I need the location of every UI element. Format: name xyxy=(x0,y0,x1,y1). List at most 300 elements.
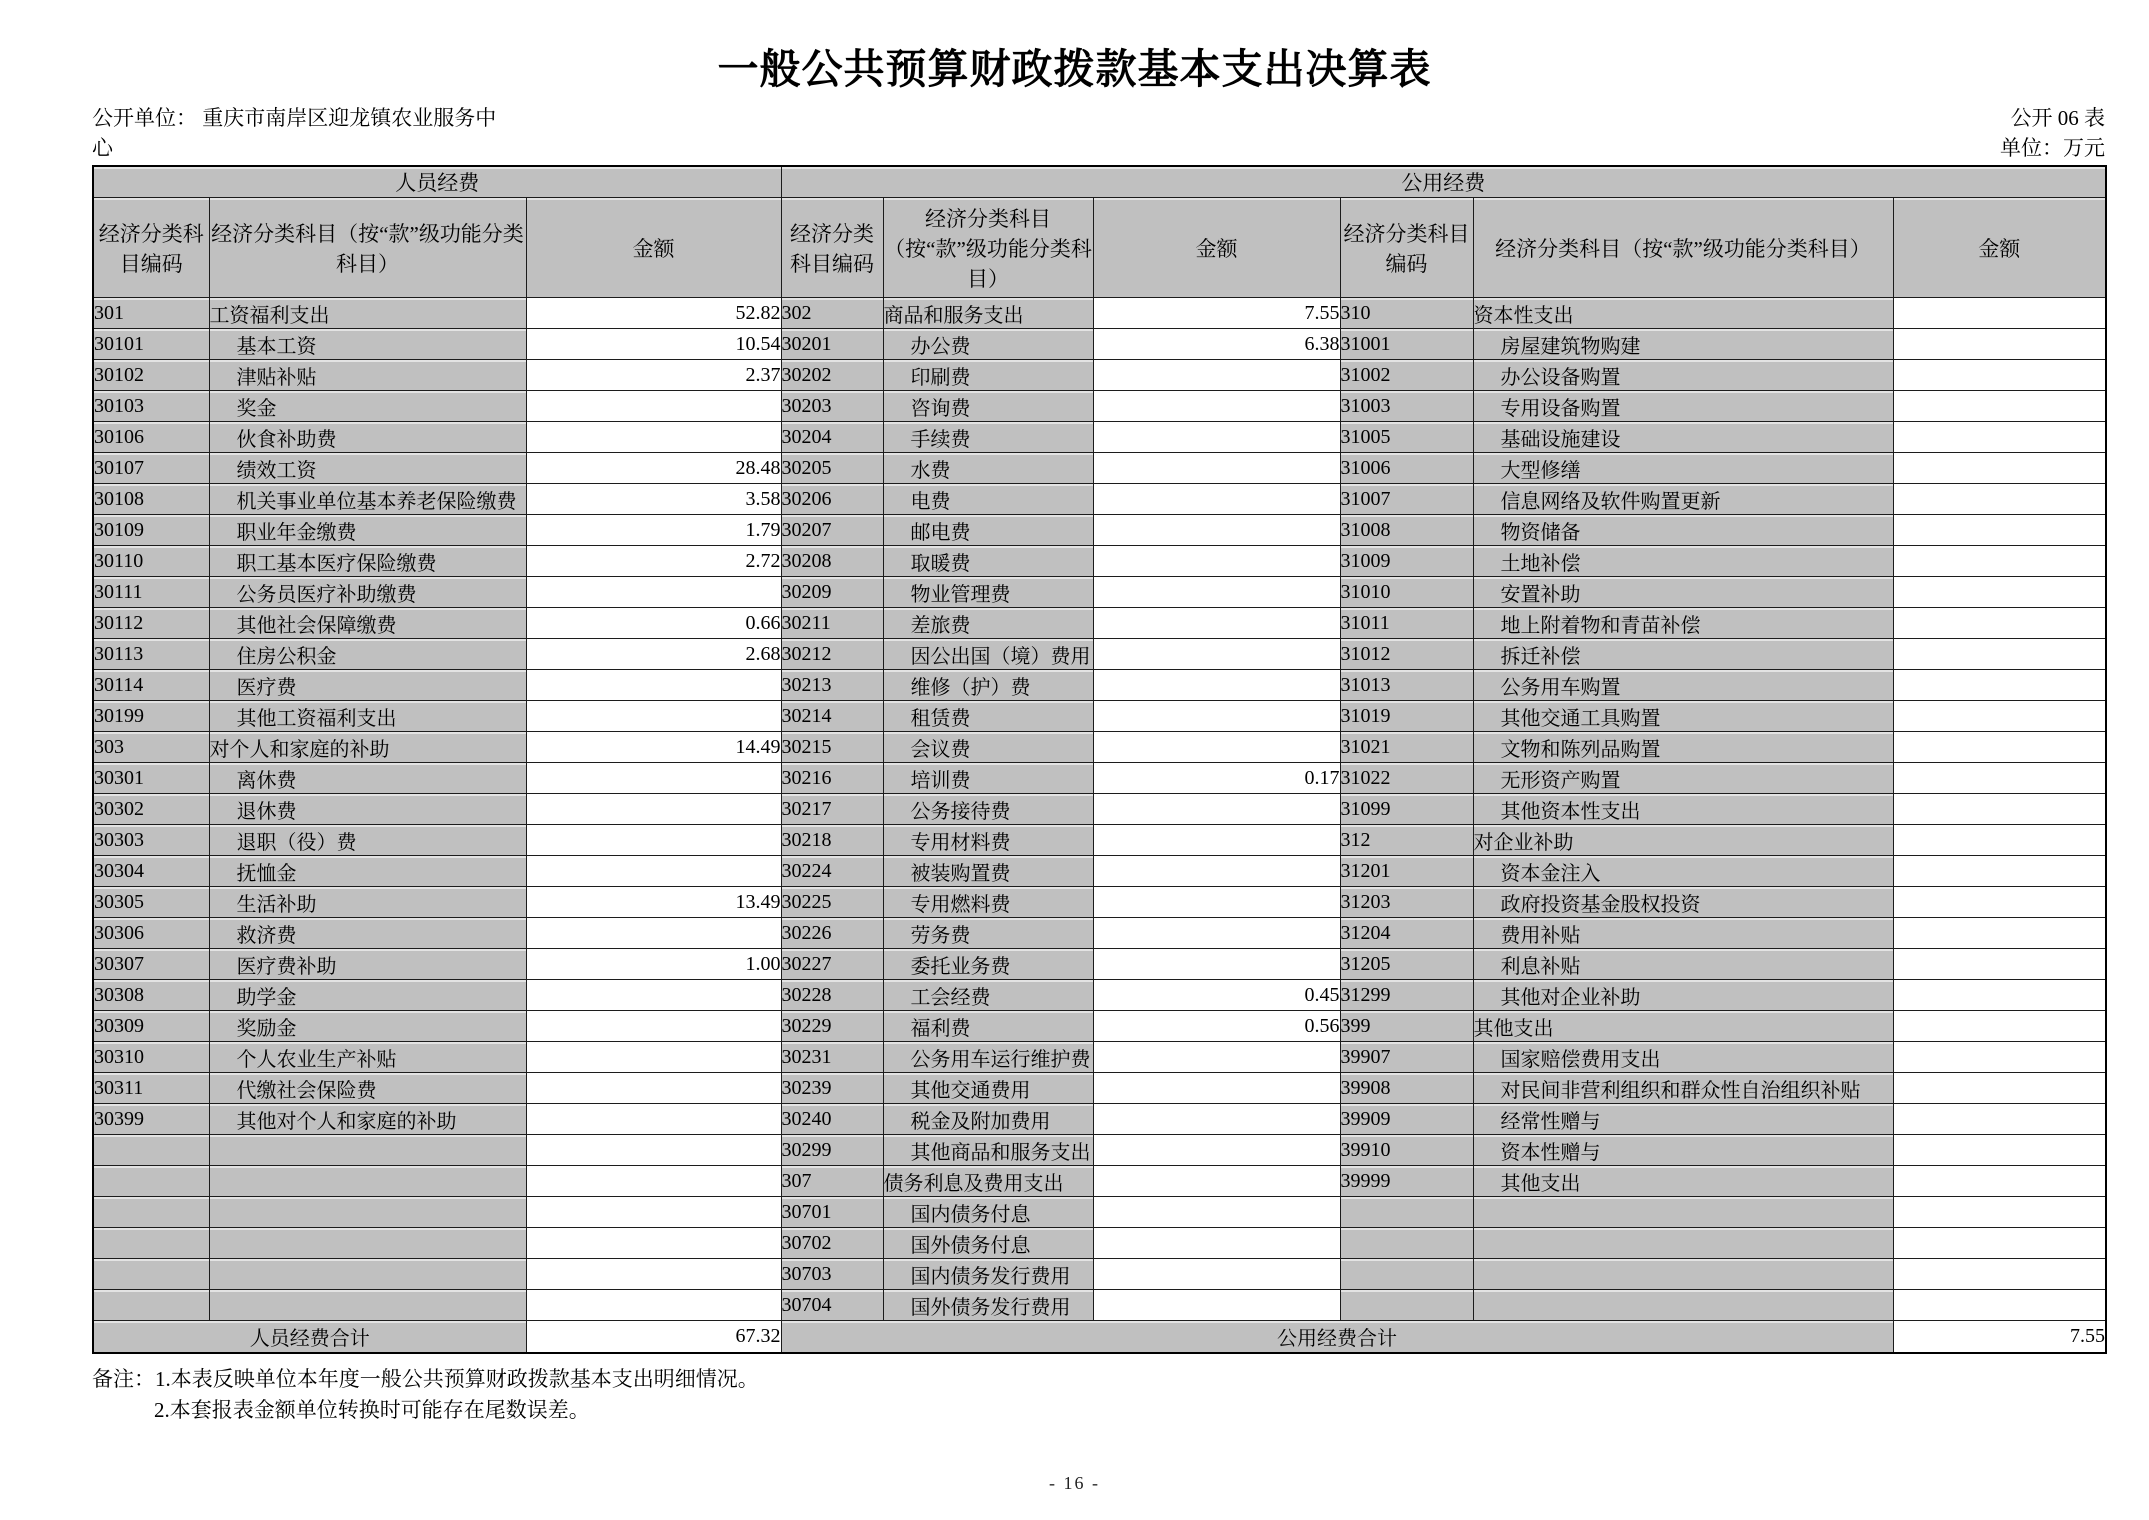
economic-code-cell: 399 xyxy=(1340,1011,1473,1042)
amount-cell xyxy=(1893,1197,2106,1228)
table-row xyxy=(93,1259,2106,1290)
subject-cell: 助学金 xyxy=(209,980,526,1011)
amount-cell xyxy=(1093,546,1340,577)
economic-code-cell: 30205 xyxy=(781,453,883,484)
col-header-code-1: 经济分类科目编码 xyxy=(93,198,209,298)
amount-cell xyxy=(1093,639,1340,670)
table-row xyxy=(93,856,2106,887)
economic-code-cell: 301 xyxy=(93,298,209,329)
subject-cell: 利息补贴 xyxy=(1473,949,1893,980)
subject-cell: 经常性赠与 xyxy=(1473,1104,1893,1135)
amount-cell xyxy=(1893,856,2106,887)
col-header-item-2: 经济分类科目（按“款”级功能分类科目） xyxy=(883,198,1093,298)
economic-code-cell: 31205 xyxy=(1340,949,1473,980)
amount-cell xyxy=(1093,794,1340,825)
economic-code-cell: 30110 xyxy=(93,546,209,577)
footnotes xyxy=(92,1364,2149,1426)
col-header-amount-3: 金额 xyxy=(1893,198,2106,298)
amount-cell xyxy=(1893,1259,2106,1290)
amount-cell xyxy=(1093,1228,1340,1259)
table-row xyxy=(93,825,2106,856)
table-row xyxy=(93,1073,2106,1104)
publisher-name: 重庆市南岸区迎龙镇农业服务中心 xyxy=(92,106,497,160)
economic-code-cell: 31003 xyxy=(1340,391,1473,422)
amount-cell xyxy=(526,825,781,856)
amount-cell: 14.49 xyxy=(526,732,781,763)
economic-code-cell: 39907 xyxy=(1340,1042,1473,1073)
subject-cell xyxy=(209,1166,526,1197)
amount-cell: 0.45 xyxy=(1093,980,1340,1011)
amount-cell xyxy=(1093,360,1340,391)
amount-cell xyxy=(1893,670,2106,701)
subject-cell: 退休费 xyxy=(209,794,526,825)
amount-cell xyxy=(1093,608,1340,639)
table-row xyxy=(93,515,2106,546)
subject-cell: 取暖费 xyxy=(883,546,1093,577)
amount-cell xyxy=(1893,329,2106,360)
amount-cell xyxy=(1093,918,1340,949)
economic-code-cell xyxy=(93,1259,209,1290)
amount-cell: 10.54 xyxy=(526,329,781,360)
subject-cell: 拆迁补偿 xyxy=(1473,639,1893,670)
expenditure-table xyxy=(92,165,2107,1354)
amount-cell xyxy=(526,422,781,453)
economic-code-cell: 31001 xyxy=(1340,329,1473,360)
economic-code-cell: 39999 xyxy=(1340,1166,1473,1197)
economic-code-cell: 31007 xyxy=(1340,484,1473,515)
personnel-total-amount: 67.32 xyxy=(526,1321,781,1353)
subject-cell: 咨询费 xyxy=(883,391,1093,422)
economic-code-cell: 31009 xyxy=(1340,546,1473,577)
amount-cell xyxy=(1093,949,1340,980)
amount-cell: 0.17 xyxy=(1093,763,1340,794)
amount-cell: 2.72 xyxy=(526,546,781,577)
economic-code-cell: 30240 xyxy=(781,1104,883,1135)
subject-cell: 印刷费 xyxy=(883,360,1093,391)
subject-cell: 个人农业生产补贴 xyxy=(209,1042,526,1073)
public-total-label: 公用经费合计 xyxy=(781,1321,1893,1353)
subject-cell: 其他交通工具购置 xyxy=(1473,701,1893,732)
subject-cell: 邮电费 xyxy=(883,515,1093,546)
economic-code-cell: 30228 xyxy=(781,980,883,1011)
table-row xyxy=(93,763,2106,794)
amount-cell xyxy=(1893,484,2106,515)
subject-cell: 电费 xyxy=(883,484,1093,515)
amount-cell: 2.37 xyxy=(526,360,781,391)
economic-code-cell xyxy=(1340,1259,1473,1290)
subject-cell: 物资储备 xyxy=(1473,515,1893,546)
economic-code-cell: 30203 xyxy=(781,391,883,422)
economic-code-cell: 30204 xyxy=(781,422,883,453)
amount-cell: 1.00 xyxy=(526,949,781,980)
economic-code-cell: 31201 xyxy=(1340,856,1473,887)
section-header-row xyxy=(93,166,2106,198)
amount-cell xyxy=(1093,515,1340,546)
economic-code-cell: 30311 xyxy=(93,1073,209,1104)
subject-cell: 国家赔偿费用支出 xyxy=(1473,1042,1893,1073)
amount-cell xyxy=(526,980,781,1011)
table-row xyxy=(93,298,2106,329)
amount-cell xyxy=(1893,360,2106,391)
amount-cell xyxy=(1093,391,1340,422)
subject-cell: 债务利息及费用支出 xyxy=(883,1166,1093,1197)
subject-cell: 维修（护）费 xyxy=(883,670,1093,701)
economic-code-cell: 30213 xyxy=(781,670,883,701)
table-row xyxy=(93,701,2106,732)
economic-code-cell: 30103 xyxy=(93,391,209,422)
amount-cell xyxy=(526,1011,781,1042)
col-header-item-3: 经济分类科目（按“款”级功能分类科目） xyxy=(1473,198,1893,298)
subject-cell xyxy=(1473,1228,1893,1259)
subject-cell: 因公出国（境）费用 xyxy=(883,639,1093,670)
economic-code-cell: 31013 xyxy=(1340,670,1473,701)
subject-cell: 手续费 xyxy=(883,422,1093,453)
table-row xyxy=(93,546,2106,577)
economic-code-cell: 30299 xyxy=(781,1135,883,1166)
subject-cell: 大型修缮 xyxy=(1473,453,1893,484)
economic-code-cell: 30201 xyxy=(781,329,883,360)
amount-cell xyxy=(1893,763,2106,794)
amount-cell xyxy=(1893,422,2106,453)
amount-cell: 7.55 xyxy=(1093,298,1340,329)
subject-cell: 劳务费 xyxy=(883,918,1093,949)
amount-cell xyxy=(1893,1011,2106,1042)
subject-cell xyxy=(209,1290,526,1321)
subject-cell xyxy=(209,1228,526,1259)
sheet-number: 公开 06 表 xyxy=(2010,106,2105,130)
subject-cell: 工会经费 xyxy=(883,980,1093,1011)
economic-code-cell: 30307 xyxy=(93,949,209,980)
subject-cell: 代缴社会保险费 xyxy=(209,1073,526,1104)
subject-cell: 奖励金 xyxy=(209,1011,526,1042)
economic-code-cell xyxy=(93,1228,209,1259)
table-row xyxy=(93,1197,2106,1228)
table-row xyxy=(93,887,2106,918)
amount-cell xyxy=(526,1135,781,1166)
amount-cell xyxy=(1893,639,2106,670)
economic-code-cell: 39908 xyxy=(1340,1073,1473,1104)
economic-code-cell: 30308 xyxy=(93,980,209,1011)
subject-cell xyxy=(1473,1259,1893,1290)
subject-cell: 其他支出 xyxy=(1473,1011,1893,1042)
subject-cell: 专用设备购置 xyxy=(1473,391,1893,422)
economic-code-cell: 31021 xyxy=(1340,732,1473,763)
amount-cell xyxy=(1093,422,1340,453)
subject-cell: 医疗费 xyxy=(209,670,526,701)
economic-code-cell: 310 xyxy=(1340,298,1473,329)
economic-code-cell: 30202 xyxy=(781,360,883,391)
table-row xyxy=(93,1290,2106,1321)
economic-code-cell: 30306 xyxy=(93,918,209,949)
subject-cell: 费用补贴 xyxy=(1473,918,1893,949)
subject-cell: 其他商品和服务支出 xyxy=(883,1135,1093,1166)
table-row xyxy=(93,1011,2106,1042)
subject-cell: 地上附着物和青苗补偿 xyxy=(1473,608,1893,639)
subject-cell: 机关事业单位基本养老保险缴费 xyxy=(209,484,526,515)
subject-cell xyxy=(1473,1197,1893,1228)
subject-cell: 救济费 xyxy=(209,918,526,949)
subject-cell xyxy=(209,1197,526,1228)
economic-code-cell: 30301 xyxy=(93,763,209,794)
table-row xyxy=(93,1042,2106,1073)
economic-code-cell: 30309 xyxy=(93,1011,209,1042)
footnote-line-2: 2.本套报表金额单位转换时可能存在尾数误差。 xyxy=(154,1397,590,1422)
subject-cell: 抚恤金 xyxy=(209,856,526,887)
subject-cell xyxy=(1473,1290,1893,1321)
subject-cell: 国内债务发行费用 xyxy=(883,1259,1093,1290)
amount-cell xyxy=(1093,1073,1340,1104)
economic-code-cell: 30218 xyxy=(781,825,883,856)
table-row xyxy=(93,1166,2106,1197)
economic-code-cell: 30107 xyxy=(93,453,209,484)
publisher-block xyxy=(92,103,512,163)
subject-cell: 税金及附加费用 xyxy=(883,1104,1093,1135)
amount-cell xyxy=(1093,670,1340,701)
subject-cell: 安置补助 xyxy=(1473,577,1893,608)
totals-row xyxy=(93,1321,2106,1353)
amount-cell xyxy=(526,1228,781,1259)
amount-cell xyxy=(1893,980,2106,1011)
economic-code-cell: 30109 xyxy=(93,515,209,546)
economic-code-cell: 307 xyxy=(781,1166,883,1197)
personnel-total-label: 人员经费合计 xyxy=(93,1321,526,1353)
amount-cell xyxy=(1093,1259,1340,1290)
table-row xyxy=(93,1228,2106,1259)
amount-cell xyxy=(1093,856,1340,887)
economic-code-cell: 30214 xyxy=(781,701,883,732)
economic-code-cell: 30216 xyxy=(781,763,883,794)
amount-cell xyxy=(1893,794,2106,825)
amount-cell xyxy=(526,1042,781,1073)
amount-cell xyxy=(1893,298,2106,329)
subject-cell: 公务接待费 xyxy=(883,794,1093,825)
amount-cell xyxy=(1093,1104,1340,1135)
table-row xyxy=(93,670,2106,701)
col-header-amount-1: 金额 xyxy=(526,198,781,298)
subject-cell: 房屋建筑物购建 xyxy=(1473,329,1893,360)
subject-cell: 对企业补助 xyxy=(1473,825,1893,856)
subject-cell: 专用材料费 xyxy=(883,825,1093,856)
subject-cell: 物业管理费 xyxy=(883,577,1093,608)
footnote-label: 备注： xyxy=(92,1366,155,1391)
subject-cell: 其他资本性支出 xyxy=(1473,794,1893,825)
public-total-amount: 7.55 xyxy=(1893,1321,2106,1353)
amount-cell xyxy=(526,391,781,422)
subject-cell: 福利费 xyxy=(883,1011,1093,1042)
economic-code-cell: 31019 xyxy=(1340,701,1473,732)
economic-code-cell: 39909 xyxy=(1340,1104,1473,1135)
subject-cell xyxy=(209,1135,526,1166)
economic-code-cell: 30113 xyxy=(93,639,209,670)
amount-cell: 0.66 xyxy=(526,608,781,639)
amount-cell xyxy=(1893,1166,2106,1197)
table-row xyxy=(93,577,2106,608)
amount-cell xyxy=(1893,608,2106,639)
economic-code-cell: 30211 xyxy=(781,608,883,639)
economic-code-cell: 30704 xyxy=(781,1290,883,1321)
economic-code-cell: 30703 xyxy=(781,1259,883,1290)
economic-code-cell: 30108 xyxy=(93,484,209,515)
subject-cell: 差旅费 xyxy=(883,608,1093,639)
economic-code-cell: 31099 xyxy=(1340,794,1473,825)
subject-cell: 水费 xyxy=(883,453,1093,484)
page-number: - 16 - xyxy=(1049,1473,1100,1493)
table-row xyxy=(93,422,2106,453)
amount-cell xyxy=(1893,453,2106,484)
economic-code-cell: 31006 xyxy=(1340,453,1473,484)
economic-code-cell: 30212 xyxy=(781,639,883,670)
economic-code-cell: 30305 xyxy=(93,887,209,918)
economic-code-cell: 30217 xyxy=(781,794,883,825)
subject-cell: 其他社会保障缴费 xyxy=(209,608,526,639)
amount-cell xyxy=(1893,732,2106,763)
subject-cell: 津贴补贴 xyxy=(209,360,526,391)
economic-code-cell: 30310 xyxy=(93,1042,209,1073)
amount-cell: 28.48 xyxy=(526,453,781,484)
amount-cell xyxy=(526,856,781,887)
amount-cell xyxy=(1093,887,1340,918)
amount-cell xyxy=(526,1290,781,1321)
economic-code-cell: 30239 xyxy=(781,1073,883,1104)
economic-code-cell: 30112 xyxy=(93,608,209,639)
subject-cell: 文物和陈列品购置 xyxy=(1473,732,1893,763)
economic-code-cell: 312 xyxy=(1340,825,1473,856)
amount-cell xyxy=(526,670,781,701)
col-header-item-1: 经济分类科目（按“款”级功能分类科目） xyxy=(209,198,526,298)
column-header-row xyxy=(93,198,2106,298)
subject-cell: 伙食补助费 xyxy=(209,422,526,453)
economic-code-cell: 31002 xyxy=(1340,360,1473,391)
economic-code-cell xyxy=(1340,1290,1473,1321)
subject-cell: 职业年金缴费 xyxy=(209,515,526,546)
table-row xyxy=(93,949,2106,980)
subject-cell: 绩效工资 xyxy=(209,453,526,484)
amount-cell xyxy=(1893,1042,2106,1073)
economic-code-cell: 31008 xyxy=(1340,515,1473,546)
amount-cell xyxy=(1893,825,2106,856)
table-row xyxy=(93,794,2106,825)
subject-cell: 土地补偿 xyxy=(1473,546,1893,577)
amount-cell xyxy=(1093,1290,1340,1321)
subject-cell: 其他对企业补助 xyxy=(1473,980,1893,1011)
page-title: 一般公共预算财政拨款基本支出决算表 xyxy=(717,46,1432,92)
subject-cell: 信息网络及软件购置更新 xyxy=(1473,484,1893,515)
subject-cell: 对民间非营利组织和群众性自治组织补贴 xyxy=(1473,1073,1893,1104)
amount-cell xyxy=(1893,546,2106,577)
amount-cell: 2.68 xyxy=(526,639,781,670)
subject-cell: 资本性赠与 xyxy=(1473,1135,1893,1166)
amount-cell xyxy=(526,1166,781,1197)
economic-code-cell xyxy=(93,1197,209,1228)
table-row xyxy=(93,360,2106,391)
economic-code-cell xyxy=(93,1166,209,1197)
amount-cell xyxy=(526,1197,781,1228)
subject-cell: 公务用车购置 xyxy=(1473,670,1893,701)
amount-cell xyxy=(1893,1104,2106,1135)
amount-cell xyxy=(1093,1042,1340,1073)
amount-cell xyxy=(1093,1135,1340,1166)
sheet-meta-block xyxy=(2000,103,2105,163)
amount-cell xyxy=(1893,391,2106,422)
economic-code-cell: 30304 xyxy=(93,856,209,887)
table-body xyxy=(93,298,2106,1321)
economic-code-cell: 30114 xyxy=(93,670,209,701)
amount-cell xyxy=(1893,918,2106,949)
amount-cell: 52.82 xyxy=(526,298,781,329)
amount-cell xyxy=(1093,825,1340,856)
subject-cell: 职工基本医疗保险缴费 xyxy=(209,546,526,577)
amount-cell xyxy=(1093,1166,1340,1197)
economic-code-cell: 30215 xyxy=(781,732,883,763)
economic-code-cell: 31011 xyxy=(1340,608,1473,639)
economic-code-cell: 31299 xyxy=(1340,980,1473,1011)
amount-cell xyxy=(1893,949,2106,980)
economic-code-cell: 30102 xyxy=(93,360,209,391)
subject-cell: 公务员医疗补助缴费 xyxy=(209,577,526,608)
amount-cell: 6.38 xyxy=(1093,329,1340,360)
subject-cell: 医疗费补助 xyxy=(209,949,526,980)
table-row xyxy=(93,391,2106,422)
amount-cell xyxy=(1093,484,1340,515)
amount-cell xyxy=(1893,515,2106,546)
col-header-code-3: 经济分类科目编码 xyxy=(1340,198,1473,298)
economic-code-cell: 30303 xyxy=(93,825,209,856)
amount-cell: 3.58 xyxy=(526,484,781,515)
subject-cell xyxy=(209,1259,526,1290)
subject-cell: 奖金 xyxy=(209,391,526,422)
economic-code-cell: 30224 xyxy=(781,856,883,887)
amount-cell xyxy=(526,1073,781,1104)
economic-code-cell: 30231 xyxy=(781,1042,883,1073)
economic-code-cell: 30227 xyxy=(781,949,883,980)
subject-cell: 其他支出 xyxy=(1473,1166,1893,1197)
subject-cell: 资本性支出 xyxy=(1473,298,1893,329)
economic-code-cell: 303 xyxy=(93,732,209,763)
subject-cell: 会议费 xyxy=(883,732,1093,763)
meta-row xyxy=(92,103,2105,163)
economic-code-cell xyxy=(93,1135,209,1166)
economic-code-cell: 31203 xyxy=(1340,887,1473,918)
table-row xyxy=(93,453,2106,484)
amount-cell xyxy=(526,763,781,794)
subject-cell: 国内债务付息 xyxy=(883,1197,1093,1228)
col-header-amount-2: 金额 xyxy=(1093,198,1340,298)
amount-cell xyxy=(1893,577,2106,608)
economic-code-cell: 30399 xyxy=(93,1104,209,1135)
table-row xyxy=(93,1104,2106,1135)
economic-code-cell: 30208 xyxy=(781,546,883,577)
subject-cell: 租赁费 xyxy=(883,701,1093,732)
table-row xyxy=(93,980,2106,1011)
subject-cell: 离休费 xyxy=(209,763,526,794)
subject-cell: 对个人和家庭的补助 xyxy=(209,732,526,763)
subject-cell: 资本金注入 xyxy=(1473,856,1893,887)
subject-cell: 被装购置费 xyxy=(883,856,1093,887)
economic-code-cell: 30106 xyxy=(93,422,209,453)
subject-cell: 办公设备购置 xyxy=(1473,360,1893,391)
economic-code-cell: 31204 xyxy=(1340,918,1473,949)
col-header-code-2: 经济分类科目编码 xyxy=(781,198,883,298)
subject-cell: 国外债务发行费用 xyxy=(883,1290,1093,1321)
subject-cell: 专用燃料费 xyxy=(883,887,1093,918)
subject-cell: 生活补助 xyxy=(209,887,526,918)
amount-cell xyxy=(1893,1073,2106,1104)
amount-cell xyxy=(526,918,781,949)
subject-cell: 基本工资 xyxy=(209,329,526,360)
economic-code-cell: 30209 xyxy=(781,577,883,608)
subject-cell: 基础设施建设 xyxy=(1473,422,1893,453)
table-row xyxy=(93,732,2106,763)
